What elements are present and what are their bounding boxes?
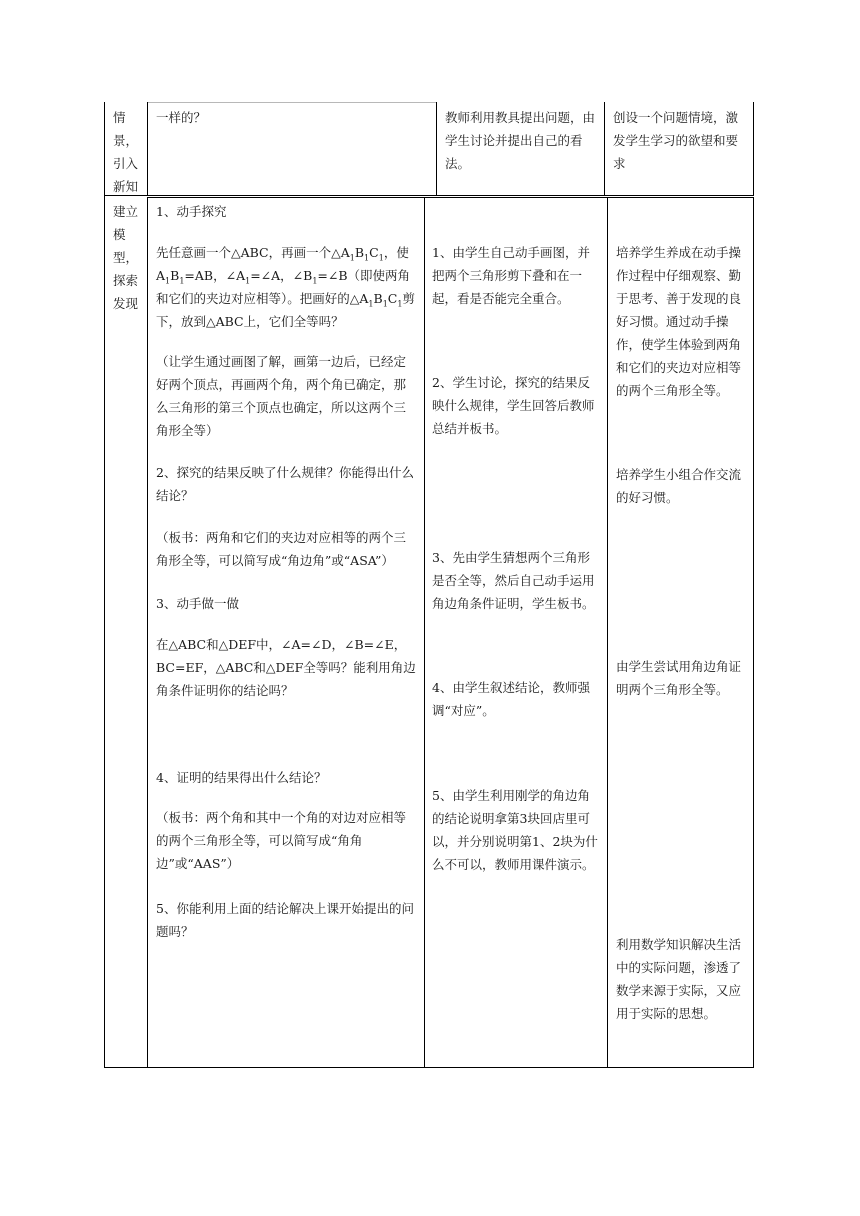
row-separator xyxy=(104,195,754,196)
content-p3: （让学生通过画图了解，画第一边后，已经定好两个顶点，再画两个角，两个角已确定，那么三角形的第三个顶点也确定，所以这两个三角形全等） xyxy=(156,354,407,438)
stage-line: 引入 xyxy=(113,156,139,171)
intent-i3: 由学生尝试用角边角证明两个三角形全等。 xyxy=(616,659,742,697)
row1-divider-1 xyxy=(147,102,148,195)
stage-line: 型， xyxy=(113,250,139,265)
stage-line: 情 xyxy=(113,110,126,125)
activity-a5: 5、由学生利用刚学的角边角的结论说明拿第3块回店里可以，并分别说明第1、2块为什么不可以，教师用课件演示。 xyxy=(432,788,598,872)
content-p8: 4、证明的结果得出什么结论？ xyxy=(156,770,327,785)
row2-stage-cell xyxy=(113,200,145,315)
content-p6: 3、动手做一做 xyxy=(156,596,239,611)
activity-a3: 3、先由学生猜想两个三角形是否全等，然后自己动手运用角边角条件证明，学生板书。 xyxy=(432,550,595,611)
intent-i1: 培养学生养成在动手操作过程中仔细观察、勤于思考、善于发现的良好习惯。通过动手操作，使学生体验到两角和它们的夹边对应相等的两个三角形全等。 xyxy=(616,245,742,398)
row2-right-border xyxy=(753,197,754,1067)
row2-divider-1 xyxy=(147,197,148,1067)
row1-top-border xyxy=(148,102,436,103)
content-p9: （板书：两个角和其中一个角的对边对应相等的两个三角形全等，可以简写成“角角边”或“AAS”） xyxy=(156,810,407,871)
content-p10: 5、你能利用上面的结论解决上课开始提出的问题吗？ xyxy=(156,901,414,939)
row1-stage-cell xyxy=(113,106,145,198)
content-p1: 1、动手探究 xyxy=(156,204,227,219)
stage-line: 景， xyxy=(113,133,139,148)
row2-top-border xyxy=(147,197,754,198)
stage-line: 探索 xyxy=(113,273,139,288)
stage-line: 模 xyxy=(113,227,126,242)
row1-right-border xyxy=(753,102,754,195)
activity-a2: 2、学生讨论，探究的结果反映什么规律，学生回答后教师总结并板书。 xyxy=(432,375,595,436)
content-p5: （板书：两角和它们的夹边对应相等的两个三角形全等，可以简写成“角边角”或“ASA”） xyxy=(156,530,407,568)
content-p4: 2、探究的结果反映了什么规律？你能得出什么结论？ xyxy=(156,465,414,503)
row2-divider-3 xyxy=(607,197,608,1067)
content-p2: 先任意画一个△ABC，再画一个$\triangle A_1B_1C_1$，使$A_1B_1=AB$，$\angle A_1=\angle A$，$\angle B_1=\angle B$（即使两角和它们的夹边对应相等）。把画好的$\triangle A_1B_1C_1$剪下，放到△ABC上，它们全等吗？ xyxy=(156,245,415,329)
activity-a4: 4、由学生叙述结论，教师强调“对应”。 xyxy=(432,680,590,718)
table-bottom-border xyxy=(104,1067,754,1068)
row1-activity: 教师利用教具提出问题，由学生讨论并提出自己的看法。 xyxy=(445,110,596,171)
activity-a1: 1、由学生自己动手画图，并把两个三角形剪下叠和在一起，看是否能完全重合。 xyxy=(432,245,590,306)
stage-line: 新知 xyxy=(113,179,139,194)
row1-content: 一样的？ xyxy=(156,110,207,125)
intent-i4: 利用数学知识解决生活中的实际问题，渗透了数学来源于实际，又应用于实际的思想。 xyxy=(616,937,742,1021)
row1-divider-3 xyxy=(604,102,605,195)
content-p7: 在△ABC和△DEF中，∠A=∠D，∠B=∠E，BC=EF，△ABC和△DEF全等吗？能利用角边角条件证明你的结论吗？ xyxy=(156,637,416,698)
row2-left-border xyxy=(104,195,105,1067)
row1-left-border xyxy=(104,102,105,195)
row2-divider-2 xyxy=(424,197,425,1067)
row1-intent: 创设一个问题情境，激发学生学习的欲望和要求 xyxy=(613,110,739,171)
stage-line: 发现 xyxy=(113,296,139,311)
stage-line: 建立 xyxy=(113,204,139,219)
intent-i2: 培养学生小组合作交流的好习惯。 xyxy=(616,467,742,505)
row1-divider-2 xyxy=(436,102,437,195)
